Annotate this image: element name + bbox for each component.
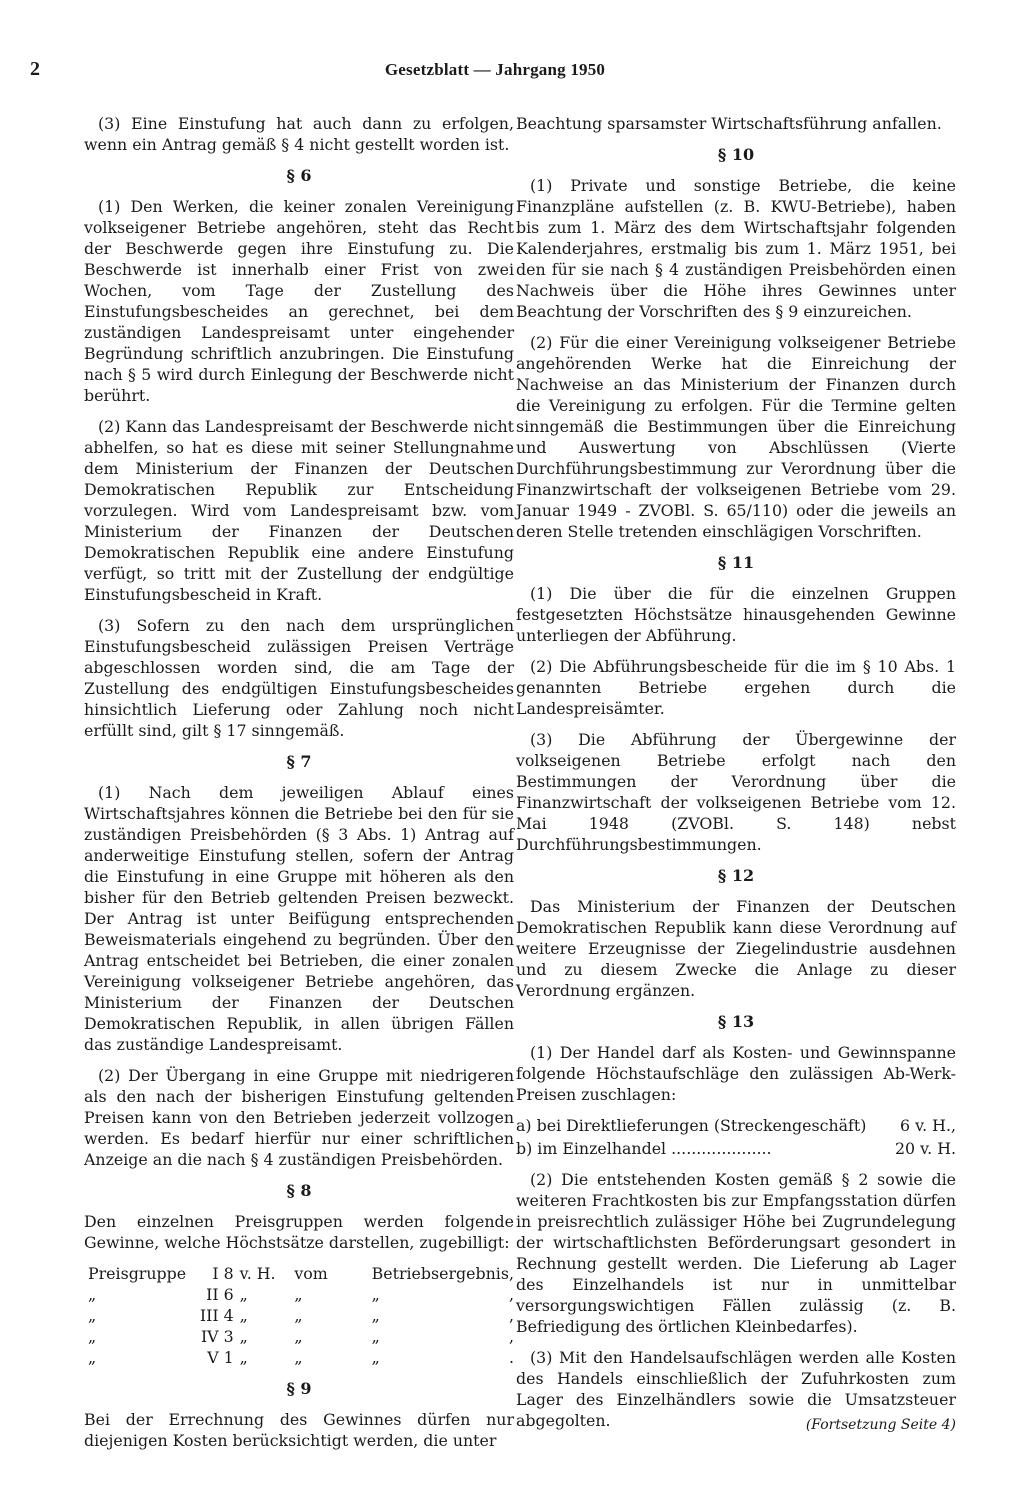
table-row — [84, 1305, 514, 1326]
table-cell: „ — [371, 1285, 380, 1304]
section-heading-8: § 8 — [286, 1181, 312, 1200]
section-heading-9: § 9 — [286, 1379, 312, 1398]
table-cell: „ — [294, 1348, 303, 1367]
paragraph: (3) Die Abführung der Übergewinne der volkseigenen Betriebe erfolgt nach den Bestimmungen der Verordnung über die Finanzwirtschaft der volkseigenen Betriebe vom 12. Mai 1948 (ZVOBl. S. 148) nebst Durchführungsbestimmungen. — [516, 730, 956, 854]
table-cell: , — [508, 1306, 514, 1325]
table-cell: I 8 — [212, 1264, 234, 1283]
table-cell: , — [508, 1264, 514, 1283]
table-cell: „ — [88, 1285, 97, 1304]
section-heading-13: § 13 — [717, 1012, 755, 1031]
page-header — [30, 58, 960, 84]
table-cell: Betriebsergebnis — [371, 1264, 509, 1283]
left-column — [84, 113, 514, 1461]
table-cell: , — [508, 1285, 514, 1304]
table-cell: „ — [371, 1306, 380, 1325]
paragraph: (1) Die über die für die einzelnen Gruppen festgesetzten Höchstsätze hinausgehenden Gewinne unterliegen der Abführung. — [516, 584, 956, 645]
price-group-table — [84, 1263, 514, 1368]
paragraph: Den einzelnen Preisgruppen werden folgende Gewinne, welche Höchstsätze darstellen, zugebilligt: — [84, 1212, 514, 1252]
section-heading-7: § 7 — [286, 752, 312, 771]
table-cell: „ — [88, 1327, 97, 1346]
table-cell: „ — [239, 1285, 248, 1304]
paragraph: (2) Für die einer Vereinigung volkseigener Betriebe angehörenden Werke hat die Einreichung der Nachweise an das Ministerium der Finanzen durch die Vereinigung zu erfolgen. Für die Termine gelten sinngemäß die Bestimmungen über die Einreichung und Auswertung von Abschlüssen (Vierte Durchführungsbestimmung zur Verordnung über die Finanzwirtschaft der volkseigenen Betriebe vom 29. Januar 1949 - ZVOBl. S. 65/110) oder die jeweils an deren Stelle tretenden einschlägigen Vorschriften. — [516, 333, 956, 541]
table-row — [84, 1284, 514, 1305]
markup-item-label: a) bei Direktlieferungen (Streckengeschäft) — [516, 1116, 867, 1135]
table-cell: IV 3 — [200, 1327, 234, 1346]
table-cell: v. H. — [239, 1264, 276, 1283]
page-number: 2 — [30, 58, 40, 80]
table-cell: „ — [88, 1306, 97, 1325]
section-heading-11: § 11 — [717, 553, 755, 572]
paragraph: (2) Die entstehenden Kosten gemäß § 2 sowie die weiteren Frachtkosten bis zur Empfangsstation dürfen in preisrechtlich zulässiger Höhe bei Zugrundelegung der wirtschaftlichsten Beförderungsart gesondert in Rechnung gestellt werden. Die Lieferung ab Lager des Einzelhandels ist nur in unmittelbar versorgungswichtigen Fällen zulässig (z. B. Befriedigung des örtlichen Kleinbedarfes). — [516, 1170, 956, 1336]
continuation-note: (Fortsetzung Seite 4) — [805, 1417, 956, 1433]
table-row — [84, 1347, 514, 1368]
paragraph: (1) Den Werken, die keiner zonalen Vereinigung volkseigener Betriebe angehören, steht das Recht der Beschwerde gegen ihre Einstufung zu. Die Beschwerde ist innerhalb einer Frist von zwei Wochen, vom Tage der Zustellung des Einstufungsbescheides an gerechnet, bei dem zuständigen Landespreisamt unter eingehender Begründung schriftlich anzubringen. Die Einstufung nach § 5 wird durch Einlegung der Beschwerde nicht berührt. — [84, 197, 514, 405]
paragraph: (3) Sofern zu den nach dem ursprünglichen Einstufungsbescheid zulässigen Preisen Verträge abgeschlossen worden sind, die am Tage der Zustellung des endgültigen Einstufungsbescheides hinsichtlich Lieferung oder Zahlung noch nicht erfüllt sind, gilt § 17 sinngemäß. — [84, 616, 514, 740]
table-cell: vom — [294, 1264, 328, 1283]
table-row — [84, 1263, 514, 1284]
table-cell: „ — [239, 1327, 248, 1346]
table-cell: . — [508, 1348, 514, 1367]
table-cell: „ — [88, 1348, 97, 1367]
table-cell: , — [508, 1327, 514, 1346]
markup-item-label: b) im Einzelhandel .................... — [516, 1139, 772, 1158]
section-heading-6: § 6 — [286, 166, 312, 185]
table-cell: „ — [294, 1306, 303, 1325]
section-heading-12: § 12 — [717, 866, 755, 885]
paragraph: (2) Die Abführungsbescheide für die im § 10 Abs. 1 genannten Betriebe ergehen durch die Landespreisämter. — [516, 657, 956, 718]
table-cell: „ — [371, 1327, 380, 1346]
table-cell: „ — [294, 1327, 303, 1346]
running-head: Gesetzblatt — Jahrgang 1950 — [384, 60, 606, 79]
table-cell: V 1 — [207, 1348, 234, 1367]
paragraph: Das Ministerium der Finanzen der Deutschen Demokratischen Republik kann diese Verordnung auf weitere Erzeugnisse der Ziegelindustrie ausdehnen und zu diesem Zwecke die Anlage zu dieser Verordnung ergänzen. — [516, 897, 956, 1000]
table-cell: „ — [371, 1348, 380, 1367]
table-cell: „ — [239, 1348, 248, 1367]
section-heading-10: § 10 — [717, 145, 755, 164]
table-cell: III 4 — [199, 1306, 234, 1325]
table-cell: II 6 — [206, 1285, 234, 1304]
table-row — [84, 1326, 514, 1347]
markup-item-value: 20 v. H. — [894, 1139, 956, 1158]
paragraph: (1) Nach dem jeweiligen Ablauf eines Wirtschaftsjahres können die Betriebe bei den für sie zuständigen Preisbehörden (§ 3 Abs. 1) Antrag auf anderweitige Einstufung stellen, sofern der Antrag die Einstufung in eine Gruppe mit höheren als den bisher für den Betrieb geltenden Preisen bezweckt. Der Antrag ist unter Beifügung entsprechenden Beweismaterials eingehend zu begründen. Über den Antrag entscheidet bei Betrieben, die einer zonalen Vereinigung volkseigener Betriebe angehören, das Ministerium der Finanzen der Deutschen Demokratischen Republik, in allen übrigen Fällen das zuständige Landespreisamt. — [84, 783, 514, 1054]
paragraph: (3) Eine Einstufung hat auch dann zu erfolgen, wenn ein Antrag gemäß § 4 nicht gestellt worden ist. — [84, 114, 514, 154]
table-cell: „ — [294, 1285, 303, 1304]
markup-item-b — [516, 1138, 956, 1159]
paragraph: Beachtung sparsamster Wirtschaftsführung anfallen. — [516, 114, 942, 133]
paragraph: (2) Der Übergang in eine Gruppe mit niedrigeren als den nach der bisherigen Einstufung geltenden Preisen kann von den Betrieben jederzeit vollzogen werden. Es bedarf hierfür nur einer schriftlichen Anzeige an die nach § 4 zuständigen Preisbehörden. — [84, 1066, 514, 1169]
markup-item-value: 6 v. H., — [900, 1116, 956, 1135]
paragraph: (1) Der Handel darf als Kosten- und Gewinnspanne folgende Höchstaufschläge den zulässigen Ab-Werk-Preisen zuschlagen: — [516, 1043, 956, 1104]
paragraph: (1) Private und sonstige Betriebe, die keine Finanzpläne aufstellen (z. B. KWU-Betriebe), haben bis zum 1. März des dem Wirtschaftsjahr folgenden Kalenderjahres, erstmalig bis zum 1. März 1951, bei den für sie nach § 4 zuständigen Preisbehörden einen Nachweis über die Höhe ihres Gewinnes unter Beachtung der Vorschriften des § 9 einzureichen. — [516, 176, 956, 321]
paragraph: Bei der Errechnung des Gewinnes dürfen nur diejenigen Kosten berücksichtigt werden, die unter — [84, 1410, 514, 1450]
right-column — [516, 113, 956, 1436]
paragraph: (3) Mit den Handelsaufschlägen werden alle Kosten des Handels einschließlich der Zufuhrkosten zum Lager des Einzelhändlers sowie die Umsatzsteuer abgegolten. — [516, 1348, 956, 1430]
paragraph: (2) Kann das Landespreisamt der Beschwerde nicht abhelfen, so hat es diese mit seiner Stellungnahme dem Ministerium der Finanzen der Deutschen Demokratischen Republik zur Entscheidung vorzulegen. Wird vom Landespreisamt bzw. vom Ministerium der Finanzen der Deutschen Demokratischen Republik eine andere Einstufung verfügt, so tritt mit der Zustellung der endgültige Einstufungsbescheid in Kraft. — [84, 417, 514, 604]
table-cell: „ — [239, 1306, 248, 1325]
markup-item-a — [516, 1115, 956, 1136]
table-cell: Preisgruppe — [88, 1264, 187, 1283]
